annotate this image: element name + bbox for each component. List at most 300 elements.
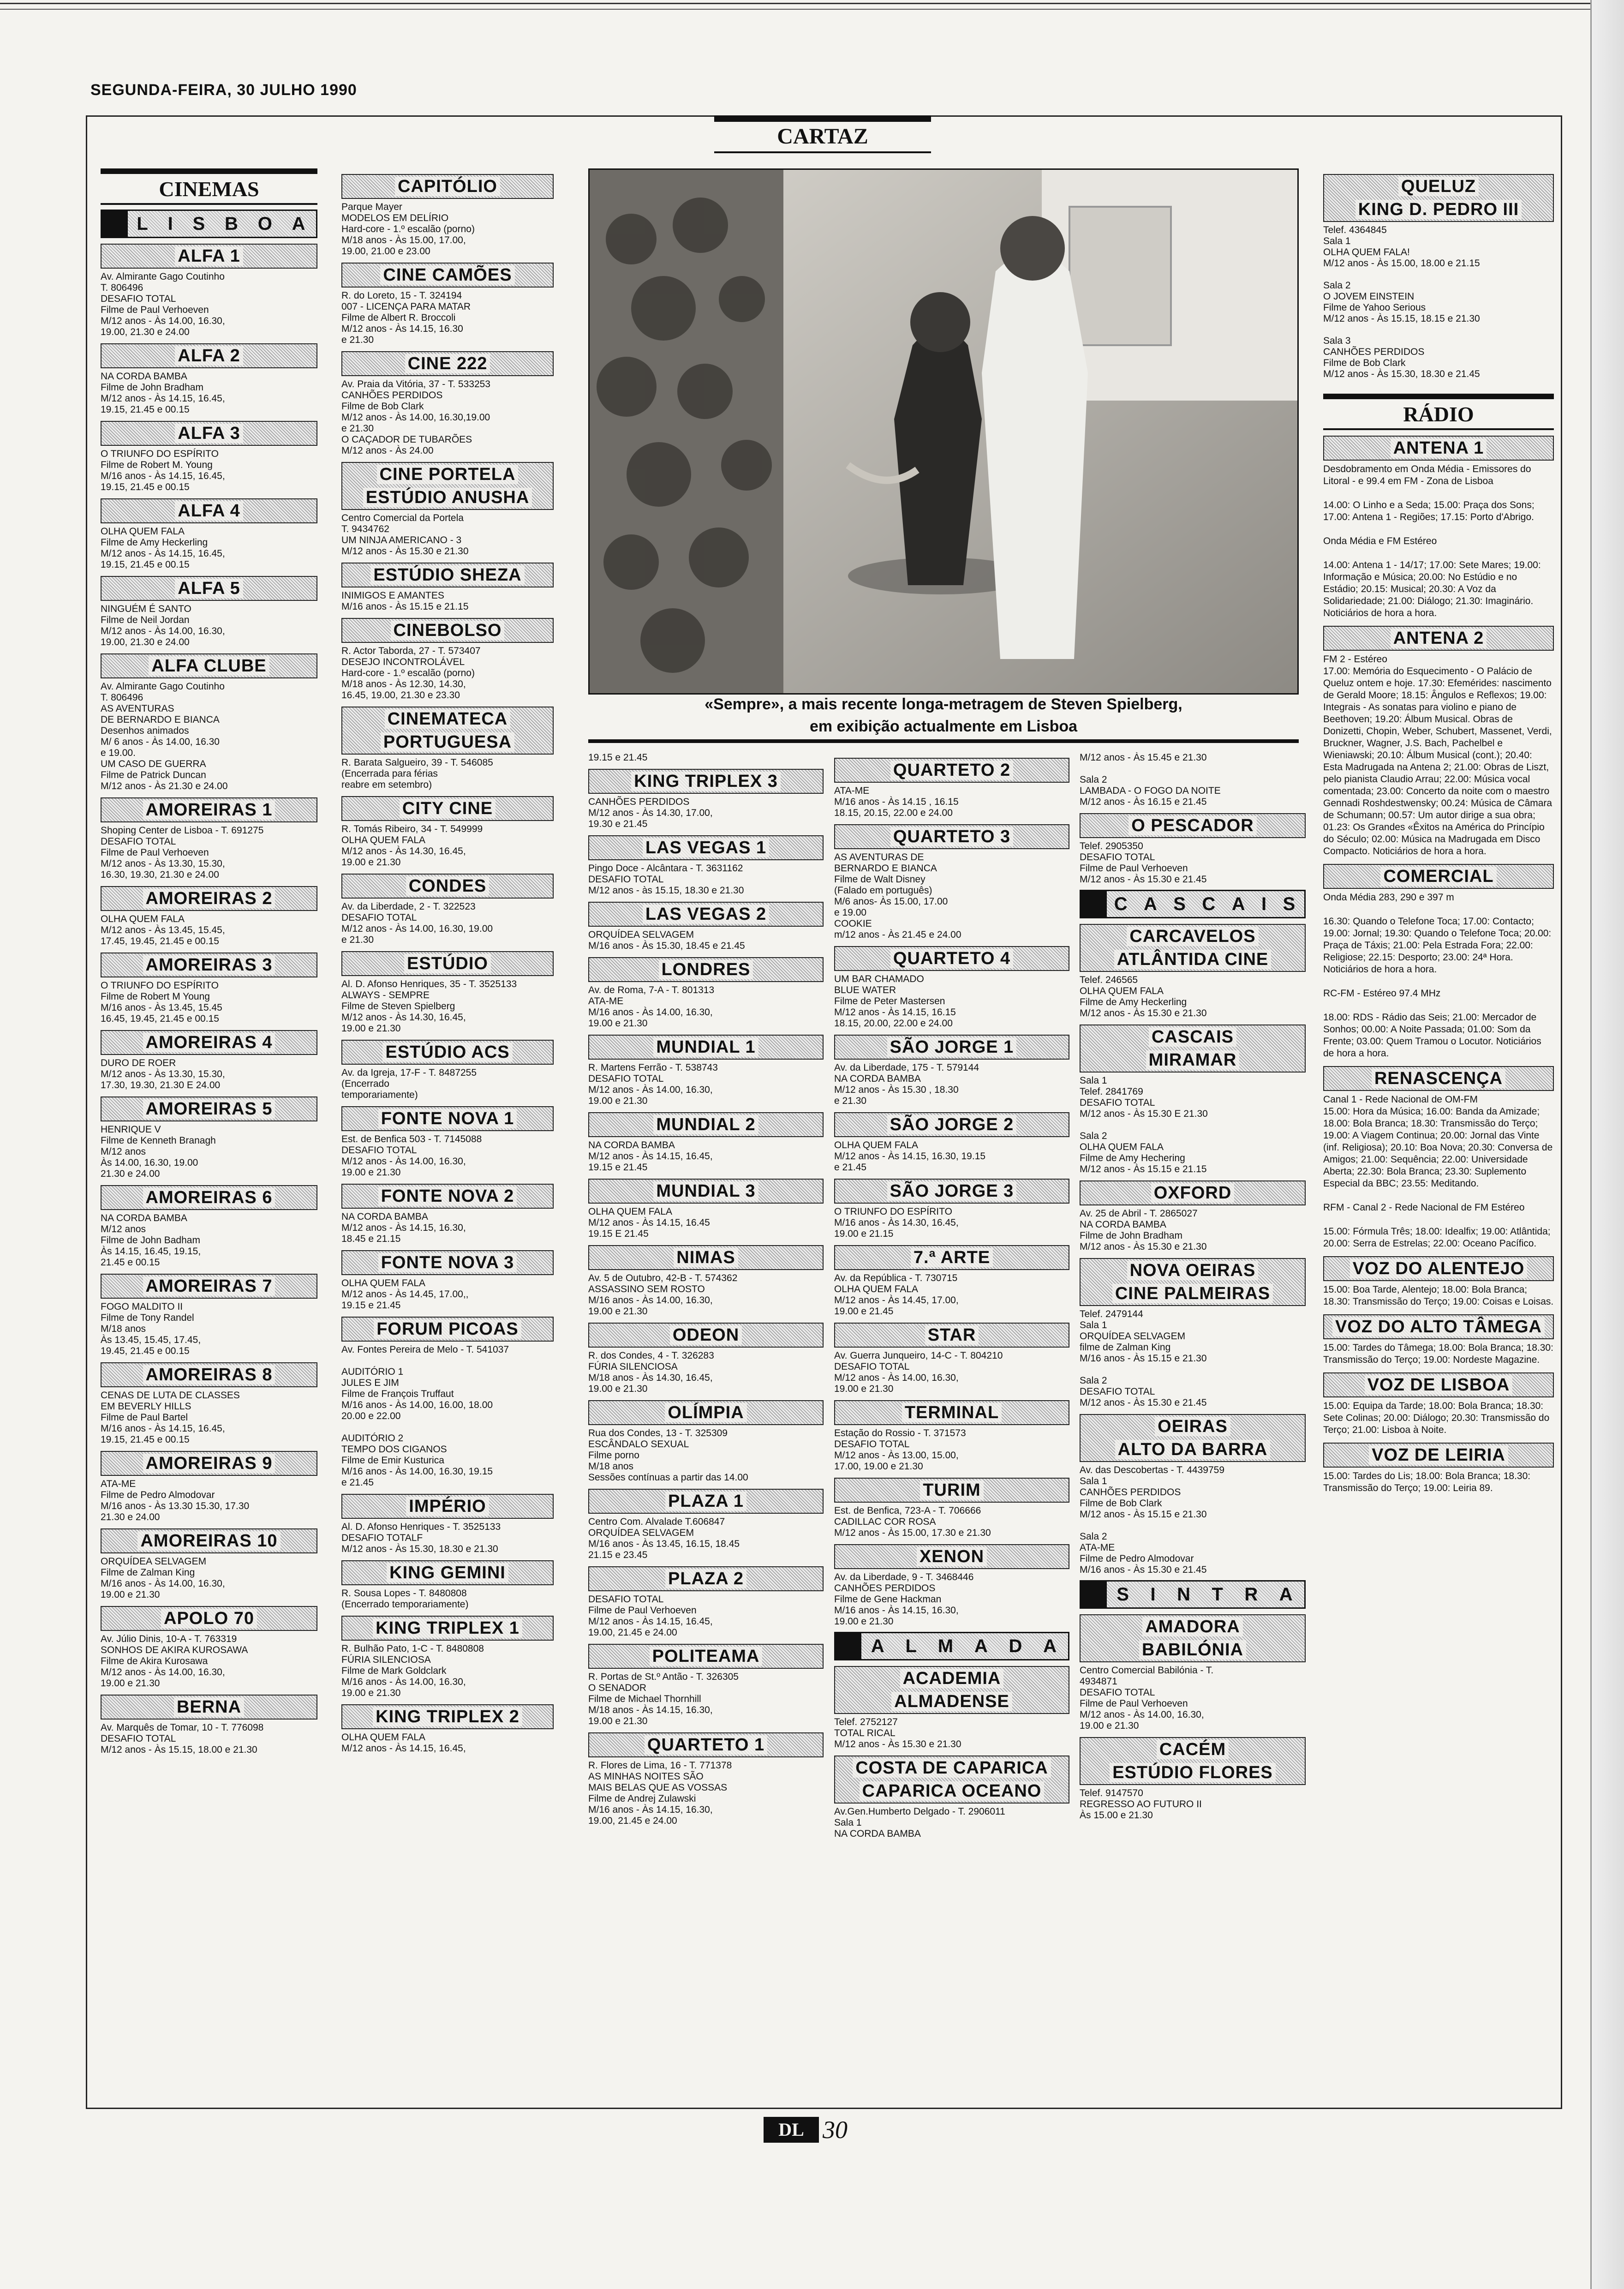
venue-block [101, 1362, 317, 1445]
station-block [1323, 1256, 1554, 1308]
venue-name-line: AMOREIRAS 9 [143, 1454, 275, 1473]
venue-block [341, 1616, 554, 1699]
venue-name-line: ODEON [670, 1325, 742, 1345]
page-date: SEGUNDA-FEIRA, 30 JULHO 1990 [90, 81, 357, 99]
city-letter: I [1261, 894, 1269, 914]
city-letter: N [1177, 1584, 1192, 1605]
venue-name [834, 1756, 1069, 1804]
venue-list [1080, 1614, 1306, 1821]
venue-name [834, 1245, 1069, 1270]
venue-name [101, 576, 317, 601]
venue-block [341, 1184, 554, 1245]
city-banner-label [1107, 1582, 1304, 1607]
venue-name [341, 351, 554, 376]
venue-name [834, 1478, 1069, 1503]
city-letter: O [257, 214, 274, 234]
venue-listing: Rua dos Condes, 13 - T. 325309 ESCÂNDALO SEXUAL Filme porno M/18 anos Sessões contínuas a partir das 14.00 [588, 1428, 748, 1483]
venue-block [834, 1323, 1069, 1395]
venue-listing: Est. de Benfica, 723-A - T. 706666 CADILLAC COR ROSA M/12 anos - Às 15.00, 17.30 e 21.30 [834, 1505, 991, 1538]
city-letter: A [871, 1636, 886, 1656]
station-block [1323, 1443, 1554, 1494]
venue-block [588, 902, 824, 952]
venue-listing: Estação do Rossio - T. 371573 DESAFIO TOTAL M/12 anos - Às 13.00, 15.00, 17.00, 19.00 e 21.30 [834, 1428, 966, 1472]
venue-list [1080, 924, 1306, 1576]
venue-name [101, 1695, 317, 1720]
venue-listing: NA CORDA BAMBA M/12 anos - Às 14.15, 16.30, 18.45 e 21.15 [341, 1211, 466, 1244]
venue-block [101, 421, 317, 493]
venue-name-line: QUARTETO 4 [890, 949, 1013, 968]
venue-listing: CANHÕES PERDIDOS M/12 anos - Às 14.30, 17.00, 19.30 e 21.45 [588, 797, 713, 829]
venue-name-line: FONTE NOVA 3 [378, 1253, 517, 1272]
venue-listing: OLHA QUEM FALA M/12 anos - Às 14.15, 16.45 19.15 E 21.45 [588, 1206, 710, 1239]
venue-name [341, 707, 554, 755]
venue-name-line: CINE PORTELA [377, 465, 519, 484]
venue-listing: Telef. 2479144 Sala 1 ORQUÍDEA SELVAGEM filme de Zalman King M/16 anos - Às 15.15 e 21.30 Sala 2 DESAFIO TOTAL M/12 anos - Às 15.30 e 21.45 [1080, 1309, 1207, 1408]
section-title: CARTAZ [714, 115, 931, 153]
venue-name [1080, 1025, 1306, 1073]
venue-name-line: ALTO DA BARRA [1115, 1440, 1271, 1459]
venue-block [101, 1097, 317, 1180]
venue-name-line: VOZ DE LEIRIA [1369, 1445, 1508, 1465]
film-still-image [590, 170, 1297, 693]
venue-listing: Telef. 246565 OLHA QUEM FALA Filme de Amy Heckerling M/12 anos - Às 15.30 e 21.30 [1080, 975, 1207, 1019]
venue-name-line: KING D. PEDRO III [1355, 200, 1522, 219]
venue-block [834, 824, 1069, 941]
venue-name [341, 1106, 554, 1131]
venue-block [341, 874, 554, 946]
venue-name-line: ALFA 4 [175, 501, 243, 521]
city-letter: S [1173, 894, 1188, 914]
city-letter: A [974, 1636, 990, 1656]
venue-block [341, 1317, 554, 1488]
station-block [1323, 1066, 1554, 1250]
venue-block [588, 1566, 824, 1638]
venue-name [1080, 924, 1306, 972]
city-letter: B [225, 214, 240, 234]
venue-block [101, 1030, 317, 1091]
venue-name [101, 1274, 317, 1299]
venue-name [101, 1097, 317, 1121]
venue-listing: Al. D. Afonso Henriques - T. 3525133 DESAFIO TOTALF M/12 anos - Às 15.30, 18.30 e 21.30 [341, 1522, 501, 1554]
film-still-photo [588, 168, 1299, 695]
venue-listing: INIMIGOS E AMANTES M/16 anos - Às 15.15 e 21.15 [341, 590, 469, 612]
venue-listing: Av.Gen.Humberto Delgado - T. 2906011 Sala 1 NA CORDA BAMBA [834, 1806, 1005, 1839]
city-letter: A [1231, 894, 1247, 914]
venue-listing: R. do Loreto, 15 - T. 324194 007 - LICENÇA PARA MATAR Filme de Albert R. Broccoli M/12 anos - Às 14.15, 16.30 e 21.30 [341, 290, 471, 345]
venue-block [341, 1106, 554, 1178]
venue-name [341, 1184, 554, 1209]
venue-name-line: AMOREIRAS 5 [143, 1099, 275, 1119]
venue-list [588, 769, 824, 1827]
station-block [1323, 626, 1554, 857]
venue-name [341, 563, 554, 587]
venue-name-line: ALMADENSE [891, 1692, 1012, 1711]
venue-block [101, 1528, 317, 1600]
venue-block [341, 1250, 554, 1311]
column-cinemas-outskirts [1080, 752, 1306, 2102]
station-block [1323, 436, 1554, 619]
venue-listing: Est. de Benfica 503 - T. 7145088 DESAFIO TOTAL M/12 anos - Às 14.00, 16.30, 19.00 e 21.30 [341, 1134, 482, 1178]
venue-name-line: ANTENA 1 [1391, 438, 1487, 458]
venue-name-line: PORTUGUESA [381, 732, 514, 752]
venue-list [834, 758, 1069, 1627]
venue-block [588, 1732, 824, 1827]
station-block [1323, 1372, 1554, 1436]
city-letter: C [1202, 894, 1218, 914]
venue-block [101, 953, 317, 1025]
scan-top-border [0, 3, 1624, 10]
venue-block [834, 1478, 1069, 1539]
venue-block [341, 1040, 554, 1101]
venue-listing: Centro Comercial da Portela T. 9434762 UM NINJA AMERICANO - 3 M/12 anos - Às 15.30 e 21.30 [341, 513, 469, 557]
venue-list [341, 174, 554, 1754]
venue-listing: HENRIQUE V Filme de Kenneth Branagh M/12 anos Às 14.00, 16.30, 19.00 21.30 e 24.00 [101, 1124, 216, 1179]
venue-listing: Av. Praia da Vitória, 37 - T. 533253 CANHÕES PERDIDOS Filme de Bob Clark M/12 anos - Às 14.00, 16.30,19.00 e 21.30 O CAÇADOR DE TUBARÕES M/12 anos - Às 24.00 [341, 379, 490, 456]
venue-block [834, 1245, 1069, 1317]
venue-name-line: QUARTETO 2 [890, 761, 1013, 780]
station-schedule: Onda Média 283, 290 e 397 m 16.30: Quando o Telefone Toca; 17.00: Contacto; 19.00: Jornal; 19.30: Quando o Telefone Toca; 20.00: Praça de Táxis; 21.00: Pela Estrada Fora; 22.00: Religiose; 22.15: Desporto; 23.00: 24ª Hora. Noticiários de hora a hora. RC-FM - Estéreo 97.4 MHz 18.00: RDS - Rádio das Seis; 21.00: Mercador de Sonhos; 00.00: A Noite Passada; 01.00: Som da Frente; 03.00: Quem Tramou o Locutor. Noticiários de hora a hora. [1323, 892, 1552, 1059]
page-footer [764, 2114, 848, 2146]
venue-name-line: VOZ DE LISBOA [1365, 1375, 1513, 1395]
venue-listing: NA CORDA BAMBA M/12 anos - Às 14.15, 16.45, 19.15 e 21.45 [588, 1140, 713, 1173]
venue-block [834, 1035, 1069, 1107]
venue-block [588, 1245, 824, 1317]
venue-name-line: RENASCENÇA [1372, 1069, 1505, 1088]
venue-listing: R. dos Condes, 4 - T. 326283 FÚRIA SILENCIOSA M/18 anos - Às 14.30, 16.45, 19.00 e 21.30 [588, 1350, 714, 1394]
city-letter: A [292, 214, 307, 234]
station-name [1323, 1256, 1554, 1281]
venue-listing: Centro Comercial Babilónia - T. 4934871 DESAFIO TOTAL Filme de Paul Verhoeven M/12 anos - Às 14.00, 16.30, 19.00 e 21.30 [1080, 1665, 1214, 1731]
venue-name-line: CINE PALMEIRAS [1112, 1284, 1273, 1303]
venue-listing: ORQUÍDEA SELVAGEM M/16 anos - Às 15.30, 18.45 e 21.45 [588, 929, 745, 951]
venue-name [834, 824, 1069, 849]
venue-name [1080, 1414, 1306, 1462]
venue-name [588, 1644, 824, 1669]
station-block [1323, 864, 1554, 1060]
station-name [1323, 1314, 1554, 1339]
venue-name [588, 1245, 824, 1270]
venue-block [341, 174, 554, 257]
venue-name-line: KING TRIPLEX 1 [373, 1618, 522, 1638]
venue-listing: R. Flores de Lima, 16 - T. 771378 AS MINHAS NOITES SÃO MAIS BELAS QUE AS VOSSAS Filme de Andrej Zulawski M/16 anos - Às 14.15, 16.30, 19.00, 21.45 e 24.00 [588, 1760, 732, 1826]
venue-name-line: CAPITÓLIO [395, 177, 500, 196]
venue-block [1080, 1614, 1306, 1732]
venue-name-line: FONTE NOVA 1 [378, 1109, 517, 1128]
venue-name-line: PLAZA 1 [665, 1492, 746, 1511]
venue-name-line: SÃO JORGE 3 [887, 1181, 1017, 1201]
venue-block [101, 1274, 317, 1357]
city-letter: I [1150, 1584, 1158, 1605]
venue-block [341, 563, 554, 612]
venue-name-line: ATLÂNTIDA CINE [1114, 950, 1272, 969]
venue-listing: ATA-ME Filme de Pedro Almodovar M/16 anos - Às 13.30 15.30, 17.30 21.30 e 24.00 [101, 1479, 250, 1522]
venue-block [588, 769, 824, 830]
venue-name-line: VOZ DO ALENTEJO [1350, 1259, 1528, 1278]
venue-name [101, 1451, 317, 1476]
venue-block [101, 797, 317, 881]
venue-listing: OLHA QUEM FALA M/12 anos - Às 14.45, 17.00,, 19.15 e 21.45 [341, 1278, 469, 1311]
venue-listing: Telef. 2752127 TOTAL RICAL M/12 anos - Às 15.30 e 21.30 [834, 1717, 961, 1750]
venue-listing: OLHA QUEM FALA M/12 anos - Às 14.15, 16.45, [341, 1732, 466, 1754]
venue-block [101, 653, 317, 792]
venue-block [834, 1179, 1069, 1240]
venue-name [588, 769, 824, 794]
venue-block [1080, 1180, 1306, 1252]
venue-block [588, 1323, 824, 1395]
venue-name [588, 1179, 824, 1204]
venue-listing: NA CORDA BAMBA Filme de John Bradham M/12 anos - Às 14.15, 16.45, 19.15, 21.45 e 00.15 [101, 371, 225, 415]
venue-listing: Sala 1 Telef. 2841769 DESAFIO TOTAL M/12 anos - Às 15.30 E 21.30 Sala 2 OLHA QUEM FALA Filme de Amy Hechering M/12 anos - Às 15.15 e 21.15 [1080, 1075, 1208, 1174]
venue-name [341, 263, 554, 288]
venue-list [1323, 174, 1554, 380]
city-letter: R [1244, 1584, 1260, 1605]
venue-name-line: LAS VEGAS 2 [643, 905, 769, 924]
city-letter: T [1212, 1584, 1225, 1605]
venue-block [341, 1494, 554, 1555]
venue-name-line: CACÉM [1157, 1740, 1229, 1759]
city-letter: I [167, 214, 175, 234]
venue-listing: CENAS DE LUTA DE CLASSES EM BEVERLY HILLS Filme de Paul Bartel M/16 anos - Às 14.15, 16.45, 19.15, 21.45 e 00.15 [101, 1390, 240, 1445]
station-name [1323, 1066, 1554, 1091]
venue-name [588, 1732, 824, 1757]
venue-name [101, 886, 317, 911]
city-letter: D [1009, 1636, 1024, 1656]
station-schedule: 15.00: Boa Tarde, Alentejo; 18.00: Bola Branca; 18.30: Transmissão do Terço; 19.00: Coisas e Loisas. [1323, 1284, 1554, 1307]
venue-listing: Al. D. Afonso Henriques, 35 - T. 3525133 ALWAYS - SEMPRE Filme de Steven Spielberg M/12 anos - Às 14.30, 16.45, 19.00 e 21.30 [341, 979, 517, 1034]
venue-name [588, 1400, 824, 1425]
venue-name-line: OXFORD [1151, 1183, 1235, 1203]
column-cinemas-lisboa-4 [834, 752, 1069, 2102]
venue-name-line: CINE 222 [405, 354, 490, 373]
venue-listing: Pingo Doce - Alcântara - T. 3631162 DESAFIO TOTAL M/12 anos - às 15.15, 18.30 e 21.30 [588, 863, 744, 896]
venue-name-line: ALFA 5 [175, 579, 243, 598]
venue-listing: Telef. 9147570 REGRESSO AO FUTURO II Às 15.00 e 21.30 [1080, 1788, 1202, 1821]
venue-block [834, 758, 1069, 819]
venue-block [101, 886, 317, 947]
city-letter: L [137, 214, 150, 234]
venue-name [834, 1323, 1069, 1348]
venue-name [834, 1035, 1069, 1060]
venue-name-line: CONDES [406, 876, 490, 896]
venue-listing: NA CORDA BAMBA M/12 anos Filme de John Badham Às 14.15, 16.45, 19.15, 21.45 e 00.15 [101, 1213, 201, 1268]
city-letter: S [192, 214, 207, 234]
venue-name-line: SÃO JORGE 1 [887, 1037, 1017, 1057]
venue-listing: OLHA QUEM FALA M/12 anos - Às 14.15, 16.30, 19.15 e 21.45 [834, 1140, 986, 1173]
newspaper-logo: DL [764, 2117, 819, 2143]
venue-name-line: XENON [917, 1547, 987, 1566]
venue-listing: NINGUÉM É SANTO Filme de Neil Jordan M/12 anos - Às 14.00, 16.30, 19.00, 21.30 e 24.00 [101, 604, 225, 647]
venue-listing: O TRIUNFO DO ESPÍRITO Filme de Robert M. Young M/16 anos - Às 14.15, 16.45, 19.15, 21.45 e 00.15 [101, 449, 225, 492]
city-banner-block [1081, 891, 1107, 917]
venue-block [1080, 813, 1306, 885]
venue-name-line: CASCAIS [1149, 1027, 1236, 1047]
venue-name [341, 1250, 554, 1275]
venue-block [101, 244, 317, 338]
station-schedule: 15.00: Equipa da Tarde; 18.00: Bola Branca; 18.30: Sete Colinas; 20.00: Diálogo; 20.30: Transmissão do Terço; 21.00: Lisboa à Noite. [1323, 1401, 1550, 1435]
station-name [1323, 436, 1554, 461]
venue-name-line: QUARTETO 3 [890, 827, 1013, 846]
venue-name [101, 797, 317, 822]
venue-name-line: AMADORA [1142, 1617, 1242, 1636]
venue-name-line: QUARTETO 1 [645, 1735, 767, 1755]
venue-name [101, 498, 317, 523]
city-banner-almada [834, 1632, 1069, 1660]
venue-name [341, 796, 554, 821]
station-name [1323, 1443, 1554, 1468]
venue-name-line: AMOREIRAS 7 [143, 1276, 275, 1296]
venue-listing: R. Barata Salgueiro, 39 - T. 546085 (Encerrada para férias reabre em setembro) [341, 757, 493, 790]
venue-listing: AS AVENTURAS DE BERNARDO E BIANCA Filme de Walt Disney (Falado em português) M/6 anos- Às 15.00, 17.00 e 19.00 COOKIE m/12 anos - Às 21.45 e 24.00 [834, 852, 961, 940]
venue-block [341, 462, 554, 557]
venue-listing: Parque Mayer MODELOS EM DELÍRIO Hard-core - 1.º escalão (porno) M/18 anos - Às 15.00, 17.00, 19.00, 21.00 e 23.00 [341, 202, 475, 257]
venue-name-line: POLITEAMA [650, 1647, 763, 1666]
venue-name [834, 1544, 1069, 1569]
venue-name [341, 462, 554, 510]
venue-block [588, 1400, 824, 1483]
venue-block [1323, 174, 1554, 380]
venue-name [588, 1323, 824, 1348]
city-letter: L [905, 1636, 919, 1656]
city-letter: M [937, 1636, 955, 1656]
venue-listing: ORQUÍDEA SELVAGEM Filme de Zalman King M/16 anos - Às 14.00, 16.30, 19.00 e 21.30 [101, 1556, 225, 1600]
venue-name-line: OEIRAS [1155, 1417, 1230, 1436]
venue-name [588, 902, 824, 927]
venue-name-line: TURIM [920, 1480, 983, 1500]
venue-name [341, 951, 554, 976]
venue-name-line: CINE CAMÕES [380, 265, 514, 285]
venue-block [101, 576, 317, 648]
venue-name [341, 874, 554, 899]
venue-listing: Av. Almirante Gago Coutinho T. 806496 DESAFIO TOTAL Filme de Paul Verhoeven M/12 anos - Às 14.00, 16.30, 19.00, 21.30 e 24.00 [101, 271, 225, 337]
cinemas-heading: CINEMAS [101, 168, 317, 205]
venue-block [341, 1560, 554, 1610]
venue-name-line: ALFA 2 [175, 346, 243, 366]
venue-name [101, 953, 317, 977]
venue-name-line: COSTA DE CAPARICA [853, 1758, 1051, 1778]
venue-name-line: CITY CINE [400, 799, 496, 818]
city-letter: C [1114, 894, 1129, 914]
venue-name-line: AMOREIRAS 10 [137, 1531, 280, 1551]
photo-caption: «Sempre», a mais recente longa-metragem de Steven Spielberg, em exibição actualmente em Lisboa [588, 693, 1299, 743]
venue-name [834, 946, 1069, 971]
venue-name [341, 1560, 554, 1585]
venue-name-line: 7.ª ARTE [911, 1248, 993, 1267]
station-schedule: 15.00: Tardes do Lis; 18.00: Bola Branca; 18.30: Transmissão do Terço; 19.00: Leiria 89. [1323, 1471, 1531, 1493]
venue-name-line: SÃO JORGE 2 [887, 1115, 1017, 1134]
venue-name-line: ESTÚDIO ACS [382, 1043, 512, 1062]
venue-name-line: ESTÚDIO ANUSHA [363, 488, 532, 507]
venue-listing: Av. das Descobertas - T. 4439759 Sala 1 CANHÕES PERDIDOS Filme de Bob Clark M/12 anos - Às 15.15 e 21.30 Sala 2 ATA-ME Filme de Pedro Almodovar M/16 anos - Às 15.30 e 21.45 [1080, 1465, 1225, 1575]
venue-block [834, 1544, 1069, 1627]
venue-block [341, 351, 554, 456]
venue-block [101, 1185, 317, 1268]
venue-listing: Av. da Igreja, 17-F - T. 8487255 (Encerrado temporariamente) [341, 1067, 477, 1100]
venue-name-line: NIMAS [674, 1248, 738, 1267]
venue-name-line: VOZ DO ALTO TÂMEGA [1332, 1317, 1545, 1336]
city-letter: A [1279, 1584, 1295, 1605]
venue-listing: OLHA QUEM FALA M/12 anos - Às 13.45, 15.45, 17.45, 19.45, 21.45 e 00.15 [101, 914, 225, 947]
venue-listing: DURO DE ROER M/12 anos - Às 13.30, 15.30, 17.30, 19.30, 21.30 E 24.00 [101, 1058, 225, 1091]
venue-listing: Av. Fontes Pereira de Melo - T. 541037 AUDITÓRIO 1 JULES E JIM Filme de François Truffaut M/16 anos - Às 14.00, 16.00, 18.00 20.00 e 22.00 AUDITÓRIO 2 TEMPO DOS CIGANOS Filme de Emir Kusturica M/16 anos - Às 14.00, 16.30, 19.15 e 21.45 [341, 1344, 509, 1488]
venue-block [1080, 924, 1306, 1019]
station-block [1323, 1314, 1554, 1366]
column-cinemas-lisboa-2 [341, 168, 554, 2102]
station-schedule: 15.00: Tardes do Tâmega; 18.00: Bola Branca; 18.30: Transmissão do Terço; 19.00: Nordeste Magazine. [1323, 1342, 1553, 1365]
city-banner-block [1081, 1582, 1107, 1607]
venue-listing: R. Sousa Lopes - T. 8480808 (Encerrado temporariamente) [341, 1588, 469, 1610]
venue-name-line: PLAZA 2 [665, 1569, 746, 1588]
continued-showtimes: M/12 anos - Às 15.45 e 21.30 Sala 2 LAMBADA - O FOGO DA NOITE M/12 anos - Às 16.15 e 21.45 [1080, 752, 1221, 807]
venue-listing: Shoping Center de Lisboa - T. 691275 DESAFIO TOTAL Filme de Paul Verhoeven M/12 anos - Às 13.30, 15.30, 16.30, 19.30, 21.30 e 24.00 [101, 825, 264, 880]
venue-listing: R. Martens Ferrão - T. 538743 DESAFIO TOTAL M/12 anos - Às 14.00, 16.30, 19.00 e 21.30 [588, 1062, 718, 1106]
venue-listing: R. Actor Taborda, 27 - T. 573407 DESEJO INCONTROLÁVEL Hard-core - 1.º escalão (porno) M/18 anos - Às 12.30, 14.30, 16.45, 19.00, 21.30 e 23.30 [341, 646, 481, 701]
venue-name [1080, 1258, 1306, 1306]
venue-listing: Av. de Roma, 7-A - T. 801313 ATA-ME M/16 anos - Às 14.00, 16.30, 19.00 e 21.30 [588, 985, 715, 1029]
venue-name-line: O PESCADOR [1128, 816, 1256, 835]
venue-listing: Av. Guerra Junqueiro, 14-C - T. 804210 DESAFIO TOTAL M/12 anos - Às 14.00, 16.30, 19.00 e 21.30 [834, 1350, 1003, 1394]
venue-name [834, 1179, 1069, 1204]
venue-listing: Telef. 2905350 DESAFIO TOTAL Filme de Paul Verhoeven M/12 anos - Às 15.30 e 21.45 [1080, 841, 1207, 885]
venue-name-line: CARCAVELOS [1127, 927, 1258, 946]
venue-listing: Av. da Liberdade, 175 - T. 579144 NA CORDA BAMBA M/12 anos - Às 15.30 , 18.30 e 21.30 [834, 1062, 979, 1106]
venue-listing: ATA-ME M/16 anos - Às 14.15 , 16.15 18.15, 20.15, 22.00 e 24.00 [834, 785, 959, 818]
venue-listing: Centro Com. Alvalade T.606847 ORQUÍDEA SELVAGEM M/16 anos - Às 13.45, 16.15, 18.45 21.15 e 23.45 [588, 1516, 740, 1560]
venue-name [101, 1528, 317, 1553]
station-schedule: Canal 1 - Rede Nacional de OM-FM 15.00: Hora da Música; 16.00: Banda da Amizade; 18.00: Bola Branca; 18.30: Transmissão do Terço; 19.00: A Viagem Continua; 20.00: Jornal das Vinte (inf. Religiosa); 20.10: Boa Nova; 20.30: Conversa de Amigos; 21.00: Sequência; 22.00: Universidade Aberta; 22.30: Bola Branca; 23.30: Suplemento Especial da BBC; 23.55: Meditando. RFM - Canal 2 - Rede Nacional de FM Estéreo 15.00: Fórmula Três; 18.00: Idealfix; 19.00: Atlântida; 20.00: Serra de Estrelas; 22.00: Oceano Pacífico. [1323, 1094, 1553, 1249]
city-banner-label [1107, 891, 1304, 917]
venue-name [588, 835, 824, 860]
venue-name-line: ALFA 3 [175, 424, 243, 443]
venue-block [101, 498, 317, 570]
venue-name-line: QUELUZ [1398, 177, 1479, 196]
venue-name-line: ESTÚDIO FLORES [1110, 1763, 1276, 1782]
venue-name-line: CINEBOLSO [391, 621, 505, 640]
scan-right-edge [1590, 0, 1624, 2289]
venue-listing: Telef. 4364845 Sala 1 OLHA QUEM FALA! M/12 anos - Às 15.00, 18.00 e 21.15 Sala 2 O JOVEM EINSTEIN Filme de Yahoo Serious M/12 anos - Às 15.15, 18.15 e 21.30 Sala 3 CANHÕES PERDIDOS Filme de Bob Clark M/12 anos - Às 15.30, 18.30 e 21.45 [1323, 225, 1480, 379]
city-banner-label [128, 211, 316, 237]
venue-name-line: AMOREIRAS 2 [143, 889, 275, 908]
venue-name [588, 957, 824, 982]
venue-list [1080, 813, 1306, 885]
venue-name [834, 1112, 1069, 1137]
venue-name-line: CINEMATECA [385, 709, 511, 729]
venue-block [341, 1704, 554, 1754]
column-cinemas-lisboa-3 [588, 752, 824, 2102]
venue-block [834, 1666, 1069, 1750]
venue-name [1323, 174, 1554, 222]
city-banner-block [836, 1633, 861, 1659]
venue-name [588, 1489, 824, 1514]
venue-block [341, 951, 554, 1034]
venue-name-line: TERMINAL [902, 1403, 1002, 1422]
venue-listing: OLHA QUEM FALA Filme de Amy Heckerling M/12 anos - Às 14.15, 16.45, 19.15, 21.45 e 00.15 [101, 526, 225, 570]
venue-name [341, 1704, 554, 1729]
venue-block [101, 1695, 317, 1756]
venue-name-line: NOVA OEIRAS [1127, 1261, 1259, 1280]
venue-list [101, 244, 317, 1756]
station-name [1323, 1372, 1554, 1397]
venue-list [834, 1666, 1069, 1840]
city-letter: A [1144, 894, 1159, 914]
venue-name-line: ESTÚDIO [404, 954, 491, 973]
venue-name [341, 618, 554, 643]
venue-name-line: IMPÉRIO [406, 1497, 489, 1516]
venue-listing: Av. da Liberdade, 9 - T. 3468446 CANHÕES PERDIDOS Filme de Gene Hackman M/16 anos - Às 14.15, 16.30, 19.00 e 21.30 [834, 1572, 974, 1627]
venue-name [341, 1317, 554, 1342]
city-banner-cascais [1080, 890, 1306, 918]
venue-block [341, 263, 554, 346]
venue-block [1080, 1414, 1306, 1576]
